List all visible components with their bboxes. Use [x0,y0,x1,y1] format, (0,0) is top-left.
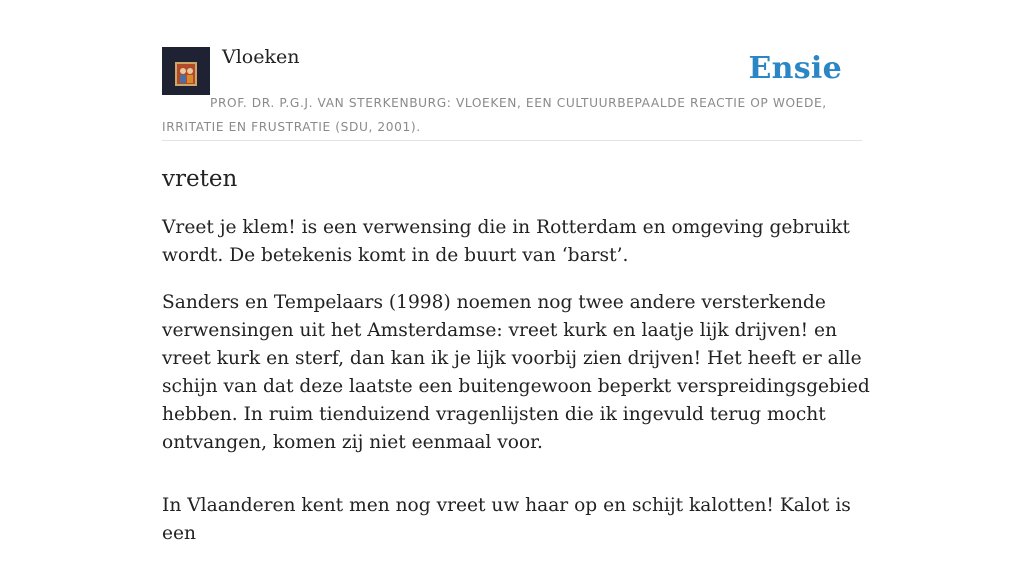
source-citation: PROF. DR. P.G.J. VAN STERKENBURG: VLOEKEN, EEN CULTUURBEPAALDE REACTIE OP WOEDE, IRRITATIE EN FRUSTRATIE (SDU, 2001). [162,96,827,134]
book-cover-icon [162,47,210,95]
entry-paragraph: In Vlaanderen kent men nog vreet uw haar op en schijt kalotten! Kalot is een [162,495,851,544]
entry-title: vreten [162,166,238,192]
collection-header [162,46,862,141]
entry-paragraph: Sanders en Tempelaars (1998) noemen nog twee andere versterkende verwensingen uit het Amsterdamse: vreet kurk en laatje lijk drijven! en vreet kurk en sterf, dan kan ik je lijk voorbij zien drijven! Het heeft er alle schijn van dat deze laatste een buitengewoon beperkt verspreidingsgebied hebben. In ruim tienduizend vragenlijsten die ik ingevuld terug mocht ontvangen, komen zij niet eenmaal voor. [162,292,870,453]
entry-article [162,162,882,567]
collection-title[interactable]: Vloeken [222,46,300,68]
entry-paragraph: Vreet je klem! is een verwensing die in Rotterdam en omgeving gebruikt wordt. De betekenis komt in de buurt van ‘barst’. [162,217,850,266]
collection-avatar[interactable] [162,47,210,95]
ensie-logo[interactable]: Ensie [748,51,842,86]
